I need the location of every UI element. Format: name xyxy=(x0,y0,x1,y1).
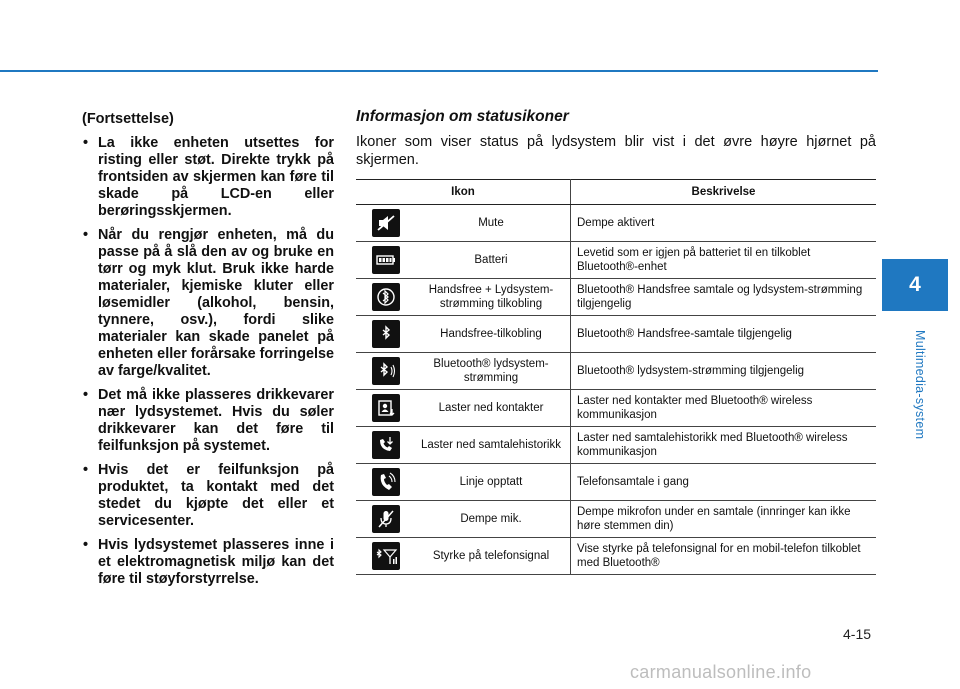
icon-description: Bluetooth® lydsystem-strømming tilgjengelig xyxy=(571,353,877,390)
handsfree-audio-icon xyxy=(372,283,400,311)
left-column xyxy=(82,111,334,595)
top-rule xyxy=(0,70,878,72)
icon-description: Telefonsamtale i gang xyxy=(571,464,877,501)
icon-name: Styrke på telefonsignal xyxy=(412,538,571,575)
chapter-label: Multimedia-system xyxy=(913,330,927,440)
line-busy-icon xyxy=(372,468,400,496)
icon-name: Dempe mik. xyxy=(412,501,571,538)
continued-heading: (Fortsettelse) xyxy=(82,111,174,127)
mute-icon xyxy=(372,209,400,237)
page-number: 4-15 xyxy=(843,626,872,642)
table-row xyxy=(356,501,876,538)
table-row xyxy=(356,538,876,575)
table-row xyxy=(356,279,876,316)
mic-mute-icon xyxy=(372,505,400,533)
table-row xyxy=(356,390,876,427)
handsfree-icon xyxy=(372,320,400,348)
icon-name: Handsfree + Lydsystem-strømming tilkobling xyxy=(412,279,571,316)
download-call-history-icon xyxy=(372,431,400,459)
warning-list xyxy=(82,135,334,588)
download-contacts-icon xyxy=(372,394,400,422)
chapter-number: 4 xyxy=(909,273,921,296)
icon-name: Batteri xyxy=(412,242,571,279)
icon-name xyxy=(412,353,571,390)
table-row xyxy=(356,205,876,242)
table-row xyxy=(356,464,876,501)
list-item: • La ikke enheten utsettes for risting eller støt. Direkte trykk på frontsiden av skjermen kan føre til skade på LCD-en eller berøringsskjermen. xyxy=(82,135,334,220)
icon-description: Bluetooth® Handsfree-samtale tilgjengelig xyxy=(571,316,877,353)
icon-description: Laster ned samtalehistorikk med Bluetooth® wireless kommunikasjon xyxy=(571,427,877,464)
icon-name: Mute xyxy=(412,205,571,242)
icon-description: Levetid som er igjen på batteriet til en tilkoblet Bluetooth®-enhet xyxy=(571,242,877,279)
table-row xyxy=(356,242,876,279)
chapter-tab xyxy=(882,259,948,311)
list-item: • Hvis lydsystemet plasseres inne i et elektromagnetisk miljø kan det føre til støyforstyrrelse. xyxy=(82,537,334,588)
right-column xyxy=(356,108,876,575)
table-row xyxy=(356,427,876,464)
watermark: carmanualsonline.info xyxy=(630,662,812,682)
list-item: • Når du rengjør enheten, må du passe på å slå den av og bruke en tørr og myk klut. Bruk ikke harde materialer, kjemiske kluter eller løsemidler (alkohol, bensin, tynnere, osv.), fordi slike materialer kan skade panelet på enheten eller forårsake forringelse av farge/kvalitet. xyxy=(82,227,334,380)
intro-text: Ikoner som viser status på lydsystem blir vist i det øvre høyre hjørnet på skjermen. xyxy=(356,134,876,168)
column-header-icon: Ikon xyxy=(356,180,571,205)
list-item: • Det må ikke plasseres drikkevarer nær lydsystemet. Hvis du søler drikkevarer kan det føre til feilfunksjon på systemet. xyxy=(82,387,334,455)
icon-name: Laster ned samtalehistorikk xyxy=(412,427,571,464)
bluetooth-audio-icon xyxy=(372,357,400,385)
signal-strength-icon xyxy=(372,542,400,570)
section-title: Informasjon om statusikoner xyxy=(356,108,569,125)
status-icon-table xyxy=(356,179,876,575)
icon-name-text: Bluetooth® lydsystem-strømming xyxy=(433,358,549,384)
icon-name: Linje opptatt xyxy=(412,464,571,501)
list-item: • Hvis det er feilfunksjon på produktet, ta kontakt med det stedet du kjøpte det eller et servicesenter. xyxy=(82,462,334,530)
icon-description: Bluetooth® Handsfree samtale og lydsystem-strømming tilgjengelig xyxy=(571,279,877,316)
icon-name: Handsfree-tilkobling xyxy=(412,316,571,353)
icon-name: Laster ned kontakter xyxy=(412,390,571,427)
battery-icon xyxy=(372,246,400,274)
icon-description: Dempe mikrofon under en samtale (innringer kan ikke høre stemmen din) xyxy=(571,501,877,538)
table-row xyxy=(356,316,876,353)
table-row xyxy=(356,353,876,390)
icon-description: Laster ned kontakter med Bluetooth® wireless kommunikasjon xyxy=(571,390,877,427)
column-header-description: Beskrivelse xyxy=(571,180,877,205)
icon-description: Vise styrke på telefonsignal for en mobil-telefon tilkoblet med Bluetooth® xyxy=(571,538,877,575)
icon-description: Dempe aktivert xyxy=(571,205,877,242)
